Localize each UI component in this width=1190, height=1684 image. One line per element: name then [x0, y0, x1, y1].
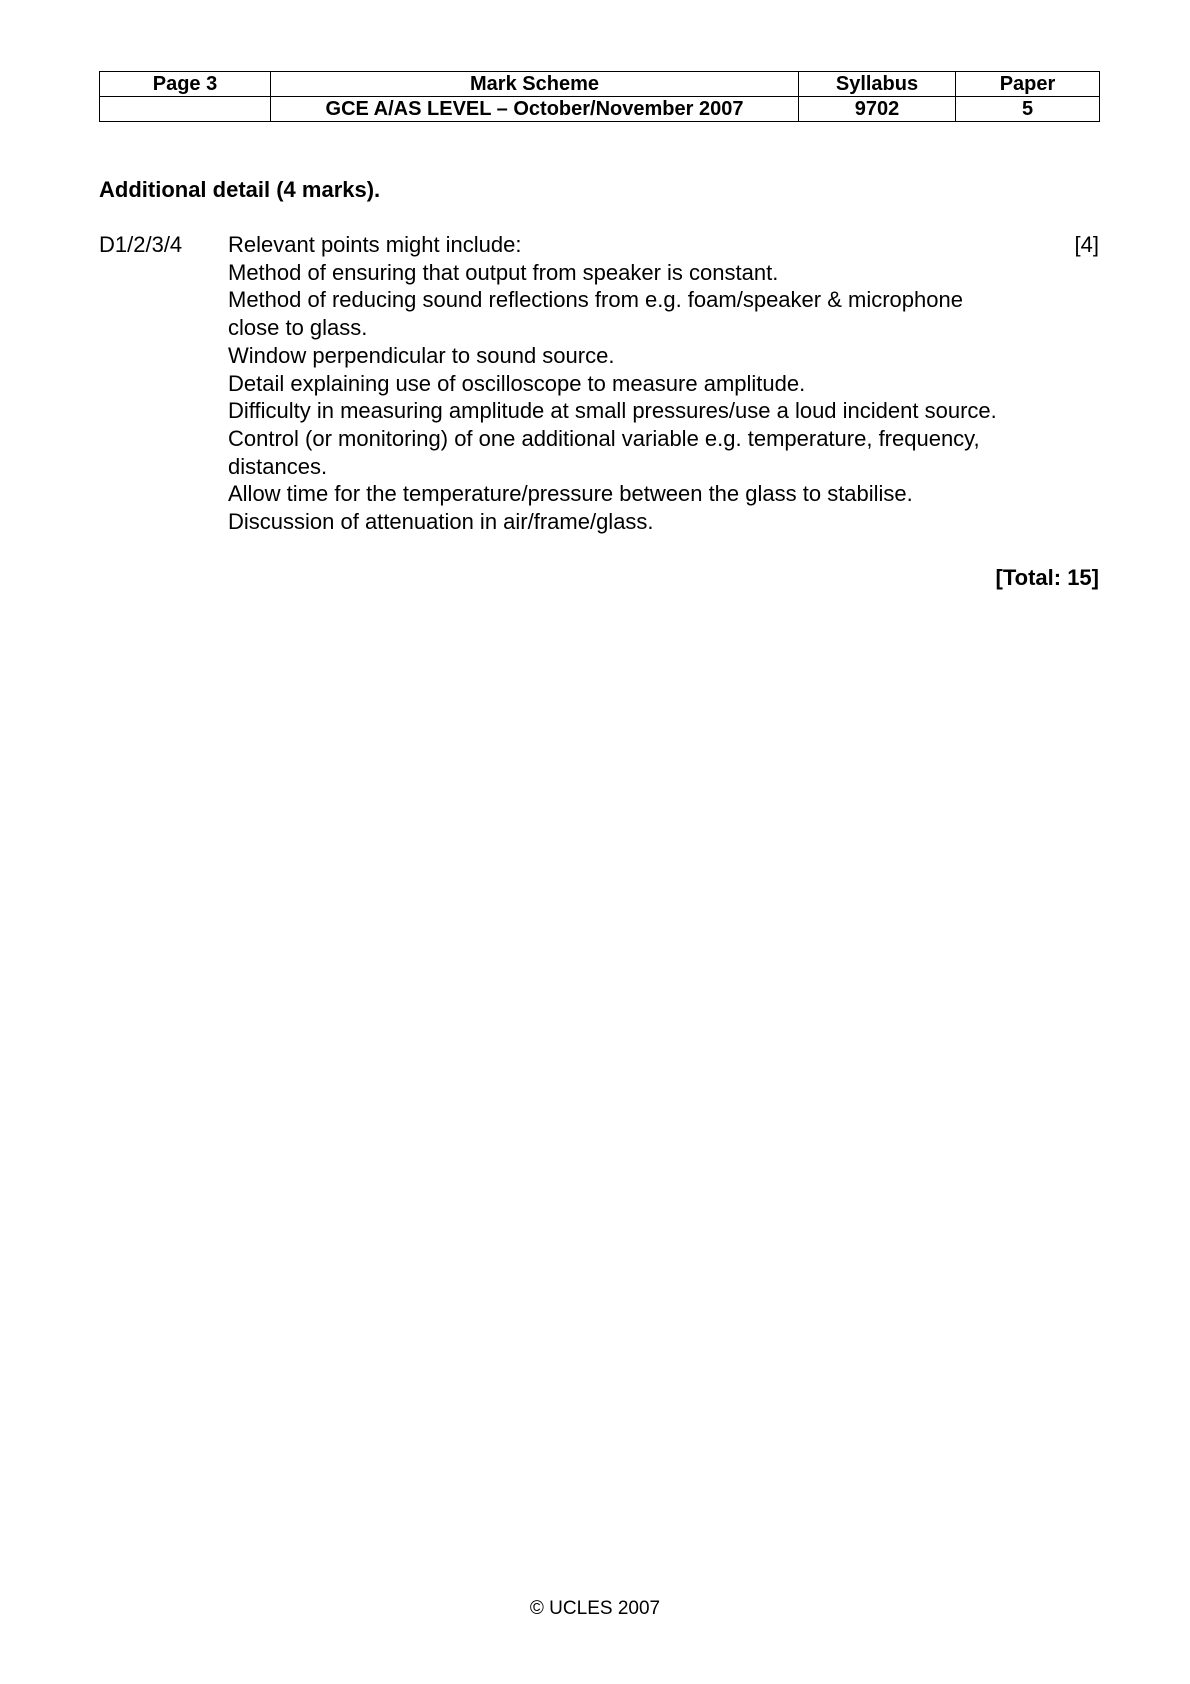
header-row-labels	[100, 72, 1100, 97]
syllabus-label-cell: Syllabus	[799, 72, 956, 97]
criterion-line: Detail explaining use of oscilloscope to measure amplitude.	[228, 370, 806, 396]
footer-copyright: © UCLES 2007	[529, 1598, 661, 1619]
criterion-line: Method of reducing sound reflections from e.g. foam/speaker & microphone	[228, 287, 963, 313]
paper-label-cell: Paper	[956, 72, 1100, 97]
criterion-line: Control (or monitoring) of one additional variable e.g. temperature, frequency,	[228, 425, 980, 451]
section-heading: Additional detail (4 marks).	[99, 177, 381, 202]
criterion-line: Method of ensuring that output from speaker is constant.	[228, 259, 779, 285]
paper-number-cell: 5	[956, 97, 1100, 122]
syllabus-code-cell: 9702	[799, 97, 956, 122]
criterion-points	[228, 231, 1058, 536]
criterion-code: D1/2/3/4	[99, 232, 183, 257]
criterion-line: Difficulty in measuring amplitude at small pressures/use a loud incident source.	[228, 398, 997, 424]
exam-session-cell: GCE A/AS LEVEL – October/November 2007	[271, 97, 799, 122]
criterion-line: distances.	[228, 453, 328, 479]
criterion-line: Allow time for the temperature/pressure between the glass to stabilise.	[228, 481, 913, 507]
criterion-line: Discussion of attenuation in air/frame/glass.	[228, 509, 654, 535]
total-marks: [Total: 15]	[995, 565, 1099, 590]
header-table	[99, 71, 1100, 122]
criterion-mark: [4]	[1074, 232, 1099, 257]
empty-cell	[100, 97, 271, 122]
criterion-line: Relevant points might include:	[228, 232, 522, 257]
criterion-line: close to glass.	[228, 315, 368, 341]
header-row-values	[100, 97, 1100, 122]
criterion-line: Window perpendicular to sound source.	[228, 342, 615, 368]
page-number-cell: Page 3	[100, 72, 271, 97]
document-type-cell: Mark Scheme	[271, 72, 799, 97]
